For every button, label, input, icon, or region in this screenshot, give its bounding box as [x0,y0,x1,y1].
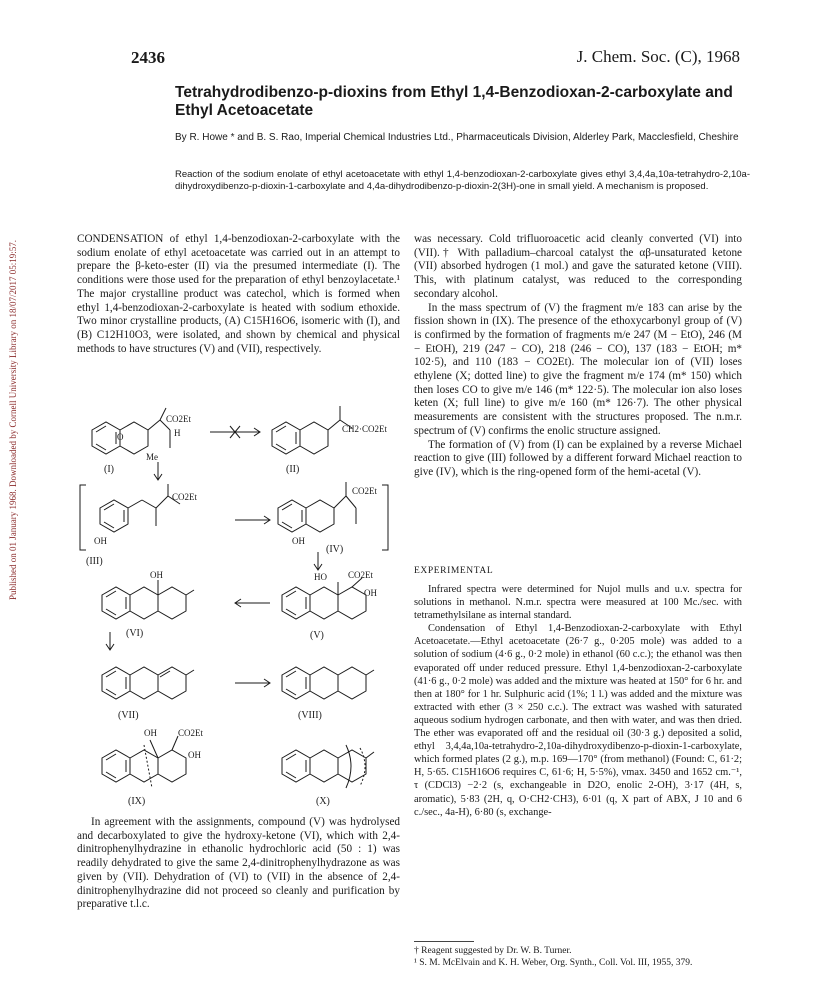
continuation-paragraph: was necessary. Cold trifluoroacetic acid cleanly converted (VI) into (VII).† With palladium–charcoal catalyst the αβ-unsaturated ketone (VII) absorbed hydrogen (1 mol.) and gave the saturated ketone (VIII). This, with platinum catalyst, was reduced to the corresponding secondary alcohol. [414,233,742,300]
atom-ch2co2et: CH2·CO2Et [342,424,387,434]
structure-VIII [282,667,374,699]
mechanism-paragraph: The formation of (V) from (I) can be explained by a reverse Michael reaction to give (III) followed by a different forward Michael reaction to give (IV), which is the ring-opened form of the hemi-acetal (V). [414,438,742,478]
page-number: 2436 [131,48,165,67]
journal-reference: J. Chem. Soc. (C), 1968 [576,47,740,66]
condensation-paragraph: Condensation of Ethyl 1,4-Benzodioxan-2-carboxylate with Ethyl Acetoacetate.—Ethyl acetoacetate (26·7 g., 0·205 mole) was added to a solution of sodium (4·6 g., 0·2 mole) in ethanol (60 c.c.); the ethanol was then evaporated off under reduced pressure. Ethyl 1,4-benzodioxan-2-carboxylate (41·6 g., 0·2 mole) was added and the mixture was heated at 150° for 6 hr. and then at 180° for 1 hr. Sulphuric acid (1%; 1 l.) was added and the mixture was extracted with ether (3 × 250 c.c.). The extract was washed with saturated aqueous sodium hydrogen carbonate, and then with water, and was then dried. The ether was evaporated off and the residual oil (30·3 g.) deposited a solid, ethyl 3,4,4a,10a-tetrahydro-2,10a-dihydroxydibenzo-p-dioxin-1-carboxylate, which formed plates (2 g.), m.p. 169—170° (from methanol) (Found: C, 61·2; H, 5·65. C15H16O6 requires C, 61·6; H, 5·5%), νmax. 3450 and 1652 cm.⁻¹, τ (CDCl3) −2·2 (s, exchangeable in D2O, enolic 2-OH), 3·17 (4H, s, aromatic), 5·83 (2H, q, O·CH2·CH3), 6·01 (q, X part of ABX, J 10 and 6 c./sec., 4a-H), 6·80 (s, exchange- [414,623,742,818]
label-II: (II) [286,464,300,475]
structure-IV [278,482,356,532]
label-III: (III) [86,556,103,567]
author-line: By R. Howe * and B. S. Rao, Imperial Chemical Industries Ltd., Pharmaceuticals Division, Alderley Park, Macclesfield, Cheshire [175,132,739,143]
atom-co2et: CO2Et [166,414,192,424]
experimental-section [414,583,742,819]
label-VIII: (VIII) [298,710,322,721]
atom-oh: OH [364,588,377,598]
right-column [414,233,742,480]
structure-III [100,484,180,532]
atom-co2et: CO2Et [352,486,378,496]
experimental-heading: EXPERIMENTAL [414,566,494,576]
abstract: Reaction of the sodium enolate of ethyl acetoacetate with ethyl 1,4-benzodioxan-2-carboxylate gives ethyl 3,4,4a,10a-tetrahydro-2,10a-dihydroxydibenzo-p-dioxin-1-carboxylate and 4,4a-dihydrodibenzo-p-dioxin-2(3H)-one in small yield. A mechanism is proposed. [175,169,750,192]
structure-VII [102,667,194,699]
structure-I [92,408,170,454]
atom-oh: OH [144,728,157,738]
label-IX: (IX) [128,796,146,807]
atom-oh: OH [292,536,305,546]
reaction-scheme [60,400,410,815]
label-I: (I) [104,464,114,475]
atom-h: H [174,428,181,438]
atom-oh: OH [150,570,163,580]
atom-me: Me [146,452,158,462]
footnote-dagger: † Reagent suggested by Dr. W. B. Turner. [414,946,572,956]
atom-co2et: CO2Et [172,492,198,502]
label-IV: (IV) [326,544,344,555]
atom-oh: OH [188,750,201,760]
atom-co2et: CO2Et [348,570,374,580]
structure-II [272,406,352,454]
intro-paragraph: CONDENSATION of ethyl 1,4-benzodioxan-2-carboxylate with the sodium enolate of ethyl acetoacetate was carried out in an attempt to prepare the β-keto-ester (II) via the presumed intermediate (I). The conditions were those used for the preparation of ethyl benzoylacetate.¹ The major crystalline product was catechol, which is formed when ethyl 1,4-benzodioxan-2-carboxylate is heated with sodium ethoxide. Two minor crystalline products, (A) C15H16O6, isomeric with (I), and (B) C12H10O3, were isolated, and shown by chemical and physical methods to have structures (V) and (VII), respectively. [77,233,400,355]
label-VII: (VII) [118,710,139,721]
instrument-paragraph: Infrared spectra were determined for Nujol mulls and u.v. spectra for solutions in methanol. N.m.r. spectra were measured at 100 Mc./sec. with tetramethylsilane as internal standard. [414,584,742,622]
mass-spectrum-paragraph: In the mass spectrum of (V) the fragment m/e 183 can arise by the fission shown in (IX). The presence of the ethoxycarbonyl group of (V) is confirmed by the formation of fragments m/e 247 (M − EtO), 246 (M − EtOH), 219 (247 − CO), 218 (246 − CO), 137 (183 − EtOH; m* 102·5), and 110 (183 − CO2Et). The molecular ion of (VII) loses ethylene (X; dotted line) to give the fragment m/e 174 (m* 150) which then loses CO to give m/e 146 (m* 122·5). The molecular ion also loses keten (X; full line) to give m/e 160 (m* 126·7). The other physical measurements are consistent with the structures proposed. The n.m.r. spectrum of (V) confirms the enolic structure assigned. [414,301,742,437]
download-sidebar-note: Published on 01 January 1968. Downloaded by Cornell University Library on 18/07/2017 05:19:57. [8,240,18,600]
footnote-divider [414,941,474,942]
atom-oh: OH [94,536,107,546]
atom-ho: HO [314,572,327,582]
left-column-continued [77,816,400,912]
atom-co2et: CO2Et [178,728,204,738]
atom-o: O [117,432,124,442]
structure-IX [102,736,186,788]
label-V: (V) [310,630,324,641]
footnote-reference-1: ¹ S. M. McElvain and K. H. Weber, Org. Synth., Coll. Vol. III, 1955, 379. [414,957,693,968]
assignment-paragraph: In agreement with the assignments, compound (V) was hydrolysed and decarboxylated to give the hydroxy-ketone (VI), which with 2,4-dinitrophenylhydrazine in ethanolic hydrochloric acid (50 : 1) was readily dehydrated to give the same 2,4-dinitrophenylhydrazone as was given by (VII). Dehydration of (VI) to (VII) in the absence of 2,4-dinitrophenylhydrazine did not proceed so cleanly and purification by preparative t.l.c. [77,816,400,911]
footnotes [414,946,742,969]
structure-V [282,578,366,619]
label-VI: (VI) [126,628,144,639]
structure-X [282,745,374,788]
structure-VI [102,580,194,619]
left-column-intro [77,233,400,356]
label-X: (X) [316,796,330,807]
paper-title: Tetrahydrodibenzo-p-dioxins from Ethyl 1,4-Benzodioxan-2-carboxylate and Ethyl Acetoacetate [175,84,733,119]
